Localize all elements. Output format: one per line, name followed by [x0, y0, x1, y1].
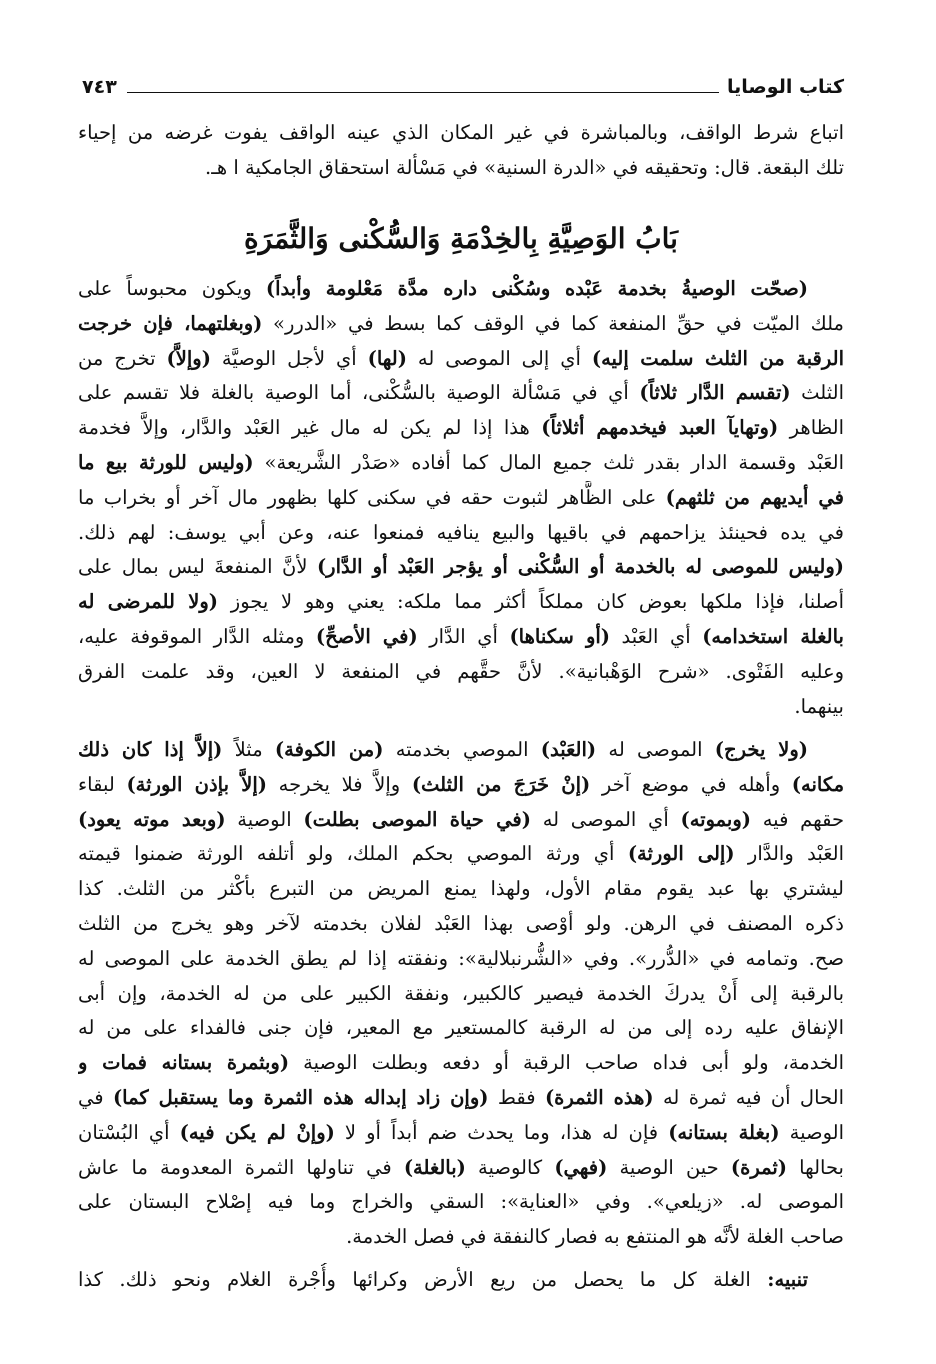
header-rule: [127, 92, 719, 93]
commentary-text: في تناولها الثمرة المعدومة ما عاش: [78, 1155, 404, 1179]
chapter-title: بَابُ الوَصِيَّةِ بِالخِدْمَةِ وَالسُّكْنى وَالثَّمَرَةِ: [244, 222, 678, 255]
commentary-text: حقهم فيه: [751, 807, 844, 831]
text-line: [78, 151, 844, 186]
commentary-text: الغلة كل ما يحصل من ريع الأرض وكرائها وأُجْرة الغلام ونحو ذلك. كذا: [78, 1268, 768, 1291]
commentary-text: وعليه الفَتْوى. «شرح الوَهْبانية». لأنَّ حقَّهم في المنفعة لا العين، وقد علمت الفرق: [78, 659, 844, 683]
matn-text: (وبغلتهما، فإن خرجت: [78, 311, 263, 335]
commentary-text: الوصية: [225, 807, 304, 831]
text-line: [78, 585, 844, 620]
commentary-text: أي الموصى له: [530, 807, 681, 831]
commentary-text: أي الدَّار: [417, 624, 510, 648]
text-line: [78, 733, 844, 768]
text-line: [78, 1046, 844, 1081]
matn-text: (لها): [367, 346, 407, 370]
text-line: [78, 1185, 844, 1220]
commentary-text: الموصى له. «زيلعي». وفي «العناية»: السقي والخراج وما فيه إصْلاح البستان على: [78, 1190, 844, 1214]
commentary-text: فإن له هذا، وما يحدث ضم أبداً أو لا: [334, 1120, 669, 1144]
commentary-text: أي البُسْتان: [78, 1120, 180, 1144]
text-line: [78, 1116, 844, 1151]
text-line: [78, 550, 844, 585]
commentary-text: ومثله الدَّار الموقوفة عليه،: [78, 624, 316, 648]
matn-text: (إلاَّ إذا كان ذلك: [78, 738, 223, 761]
matn-text: (وليس للورثة بيع ما: [78, 450, 254, 474]
commentary-text: هذا إذا لم يكن له مال غير العَبْد والدَّار، وإلاَّ فخدمة: [78, 416, 542, 440]
commentary-text: صاحب الغلة لأنَّه هو المنتفع به فصار كالنفقة في فصل الخدمة.: [346, 1225, 844, 1249]
page-number: ٧٤٣: [82, 76, 117, 98]
matn-text: مكانه): [791, 772, 844, 796]
matn-text: (إلى الورثة): [627, 842, 735, 866]
text-line: [78, 1081, 844, 1116]
text-line: [78, 655, 844, 690]
text-line: [78, 446, 844, 481]
matn-text: في أيديهم من ثلثهم): [665, 485, 844, 509]
commentary-text: أي العَبْد: [610, 624, 703, 648]
commentary-text: في يده فحينئذ يزاحمهم في باقيها والبيع ينافيه فمنعوا عنه، وعن أبي يوسف: لهم ذلك.: [78, 520, 844, 544]
commentary-text: ذكره المصنف في الرهن. ولو أوْصى بهذا العَبْد لفلان بخدمته لآخر وهو يخرج من الثلث: [78, 911, 844, 935]
text-line: [78, 481, 844, 516]
text-line: [78, 1220, 844, 1255]
matn-text: الرقبة من الثلث سلمت إليه): [591, 346, 844, 370]
commentary-text: العَبْد وقسمة الدار بقدر ثلث جميع المال كما أفاده «صَدْر الشَّريعة»: [253, 450, 844, 474]
commentary-text: ليشتري بها عبد يقوم مقام الأول، ولهذا يمنع المريض من التبرع بأكْثر من الثلث. كذا: [78, 877, 844, 901]
text-line: [78, 803, 844, 838]
book-title: كتاب الوصايا: [727, 76, 844, 98]
matn-text: (وإن زاد إبداله هذه الثمرة وما يستقبل كما): [112, 1085, 489, 1109]
commentary-text: الثلث: [790, 381, 844, 405]
commentary-text: مثلاً: [222, 738, 275, 761]
commentary-text: لأنَّ المنفعةَ ليس بمال على: [78, 555, 317, 579]
commentary-text: أي في مَسْألة الوصية بالسُّكْنى، أما الوصية بالغلة فلا تقسم على: [78, 381, 640, 405]
commentary-text: الموصى له: [596, 738, 715, 761]
matn-text: (إلاَّ بإذن الورثة): [126, 772, 268, 796]
text-line: [78, 116, 844, 151]
text-line: [78, 977, 844, 1012]
commentary-text: الموصي بخدمته: [383, 738, 541, 761]
matn-text: بالغلة استخدامه): [702, 624, 844, 648]
commentary-text: لبقاء: [78, 772, 127, 796]
text-line: [78, 272, 844, 307]
text-line: [78, 516, 844, 551]
matn-text: (في حياة الموصى بطلت): [303, 807, 531, 831]
commentary-text: العَبْد والدَّار: [734, 842, 844, 866]
running-header: [82, 70, 844, 98]
paragraph-1: [78, 272, 844, 724]
commentary-text: فقط: [488, 1085, 545, 1109]
matn-text: تنبيه:: [767, 1268, 808, 1291]
commentary-text: اتباع شرط الواقف، وبالمباشرة في غير المكان الذي عينه الواقف يفوت غرضه من إحياء: [78, 121, 844, 144]
commentary-text: الإنفاق عليه رده إلى من له الرقبة كالمستعير مع المعير، فإن جنى فالفداء على من له: [78, 1016, 844, 1040]
matn-text: (وليس للموصى له بالخدمة أو السُّكْنى أو يؤجر العَبْد أو الدَّار): [316, 555, 844, 579]
matn-text: (من الكوفة): [274, 738, 384, 761]
commentary-text: أي لأجل الوصيَّة: [210, 346, 368, 370]
commentary-text: كالوصية: [465, 1155, 555, 1179]
text-line: [78, 376, 844, 411]
matn-text: (هذه الثمرة): [544, 1085, 654, 1109]
matn-text: (ثمرة): [730, 1155, 788, 1179]
text-line: [78, 1263, 844, 1298]
text-line: [78, 768, 844, 803]
matn-text: (تقسم الدَّار ثلاثاً): [639, 381, 791, 405]
text-line: [78, 342, 844, 377]
commentary-text: ملك الميّت في حقِّ المنفعة كما في الوقف كما بسط في «الدرر»: [262, 311, 844, 335]
text-line: [78, 411, 844, 446]
commentary-text: أي إلى الموصى له: [406, 346, 592, 370]
commentary-text: الحال أن فيه ثمرة له: [653, 1085, 844, 1109]
matn-text: (في الأصحِّ): [315, 624, 418, 648]
matn-text: (وبموته): [680, 807, 751, 831]
commentary-text: صح. وتمامه في «الدُّرر». وفي «الشُّرنبلالية»: ونفقته إذا لم يطق الخدمة على الموصى له: [78, 946, 844, 970]
commentary-text: تخرج من: [78, 346, 167, 370]
commentary-text: أصلنا، فإذا ملكها بعوض كان مملكاً أكثر مما ملكه: يعني وهو لا يجوز: [218, 590, 844, 614]
commentary-text: بالرقبة إلى أَنْ يدركَ الخدمة فيصير كالكبير، ونفقة الكبير على من له الخدمة، وإن أبى: [78, 981, 844, 1005]
paragraph-3-note: [78, 1263, 844, 1298]
commentary-text: وأهله في موضع آخر: [590, 772, 792, 796]
text-line: [78, 307, 844, 342]
matn-text: (إنْ خَرَجَ من الثلث): [411, 772, 591, 796]
commentary-text: بينهما.: [794, 694, 844, 718]
paragraph-2: [78, 733, 844, 1255]
matn-text: (بالغلة): [403, 1155, 466, 1179]
commentary-text: أي ورثة الموصي بحكم الملك، ولو أتلفه الورثة ضمنوا قيمته: [78, 842, 628, 866]
intro-paragraph: [78, 116, 844, 186]
matn-text: (فهي): [554, 1155, 608, 1179]
matn-text: (صحّت الوصيةُ بخدمة عَبْده وسُكْنى داره مدَّة مَعْلومة وأبداً): [265, 277, 809, 300]
commentary-text: حين الوصية: [607, 1155, 731, 1179]
matn-text: (وإلاَّ): [166, 346, 211, 370]
text-line: [78, 620, 844, 655]
matn-text: (العَبْد): [540, 738, 597, 761]
matn-text: (بغلة بستانه): [668, 1120, 780, 1144]
text-line: [78, 1011, 844, 1046]
matn-text: (ولا يخرج): [714, 738, 808, 761]
matn-text: (وإنْ لم يكن فيه): [179, 1120, 335, 1144]
text-line: [78, 907, 844, 942]
text-line: [78, 837, 844, 872]
commentary-text: وإلاَّ فلا يخرجه: [267, 772, 412, 796]
matn-text: (وتهايآ العبد فيخدمهم أثلاثاً): [541, 416, 779, 440]
text-line: [78, 942, 844, 977]
commentary-text: الوصية: [779, 1120, 844, 1144]
text-line: [78, 1151, 844, 1186]
matn-text: (وبعد موته يعود): [78, 807, 226, 831]
commentary-text: في: [78, 1085, 113, 1109]
commentary-text: الظاهر: [778, 416, 844, 440]
matn-text: (وبثمرة بستانه فمات و: [78, 1051, 290, 1075]
commentary-text: على الظَّاهر لثبوت حقه في سكنى كلها بظهور مال آخر أو بخراب ما: [78, 485, 666, 509]
text-line: [78, 690, 844, 725]
matn-text: (ولا للمرضى له: [78, 590, 219, 614]
commentary-text: بحالها: [787, 1155, 844, 1179]
commentary-text: ويكون محبوساً على: [78, 277, 266, 300]
matn-text: (أو سكناها): [509, 624, 611, 648]
commentary-text: تلك البقعة. قال: وتحقيقه في «الدرة السنية» في مَسْألة استحقاق الجامكية ا هـ.: [205, 155, 844, 179]
text-line: [78, 872, 844, 907]
commentary-text: الخدمة، ولو أبى فداه صاحب الرقبة أو دفعه وبطلت الوصية: [289, 1051, 844, 1075]
